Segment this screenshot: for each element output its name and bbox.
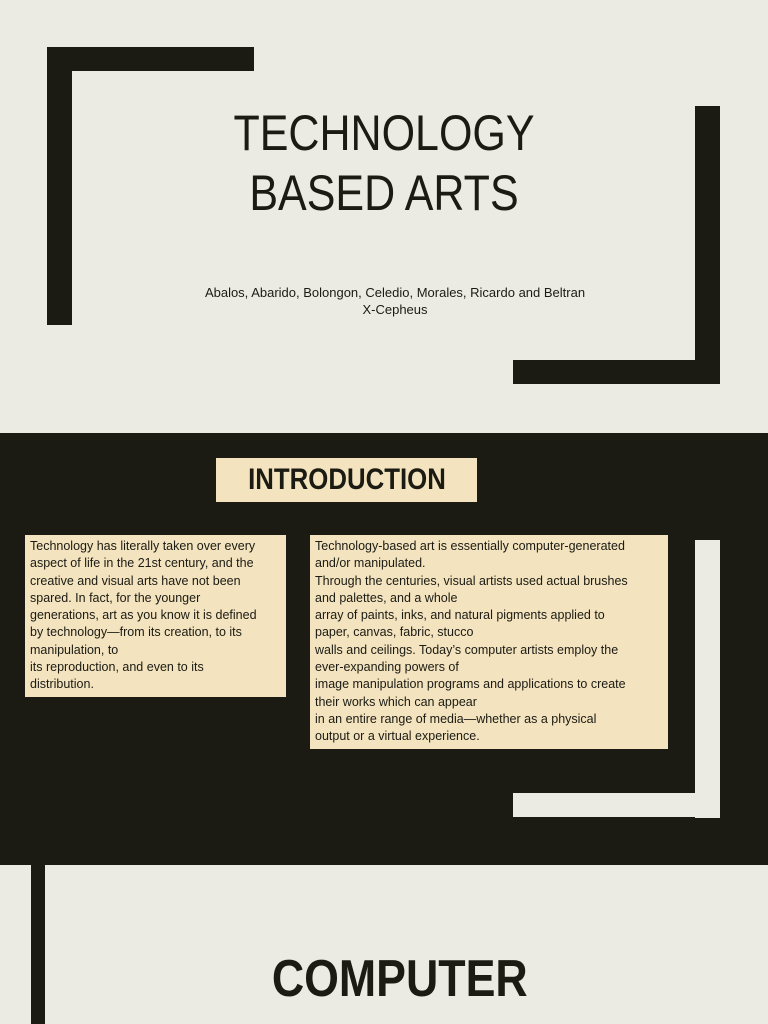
left-line: spared. In fact, for the younger [30,590,201,605]
section-text: X-Cepheus [362,302,428,317]
slide-title-line-2: BASED ARTS [249,165,519,221]
right-line: their works which can appear [315,694,477,709]
right-line: Technology-based art is essentially computer-generated [315,539,625,553]
right-line: in an entire range of media—whether as a physical [315,711,597,726]
right-line: and palettes, and a whole [315,590,458,605]
authors-text: Abalos, Abarido, Bolongon, Celedio, Morales, Ricardo and Beltran [204,285,586,300]
right-line: image manipulation programs and applications to create [315,677,626,692]
computer-title-wrap [0,949,768,1009]
left-line: creative and visual arts have not been [30,573,241,588]
left-text-box [25,535,286,697]
introduction-heading-box [216,458,477,502]
left-line: distribution. [30,677,94,692]
slide-title-line-1: TECHNOLOGY [233,105,535,161]
right-line: array of paints, inks, and natural pigments applied to [315,608,605,623]
right-line: paper, canvas, fabric, stucco [315,625,474,640]
computer-slide [0,865,768,1024]
introduction-slide [0,433,768,865]
right-text-box [310,535,668,749]
frame-bar-bottom [513,360,720,384]
right-line: output or a virtual experience. [315,729,480,744]
left-line: manipulation, to [30,642,119,657]
left-line: Technology has literally taken over every [30,539,256,553]
right-line: ever-expanding powers of [315,660,459,675]
frame-bar-right [695,540,720,818]
title-slide [0,0,768,433]
introduction-heading: INTRODUCTION [247,463,446,496]
frame-bar-top [47,47,254,71]
frame-bar-bottom [513,793,720,817]
right-line: Through the centuries, visual artists used actual brushes [315,573,628,588]
right-line: and/or manipulated. [315,556,426,571]
left-line: its reproduction, and even to its [30,660,204,675]
left-line: aspect of life in the 21st century, and the [30,556,254,571]
left-line: by technology—from its creation, to its [30,625,242,640]
computer-title: COMPUTER [272,950,528,1008]
left-line: generations, art as you know it is defined [30,608,257,623]
right-line: walls and ceilings. Today’s computer artists employ the [315,642,619,657]
